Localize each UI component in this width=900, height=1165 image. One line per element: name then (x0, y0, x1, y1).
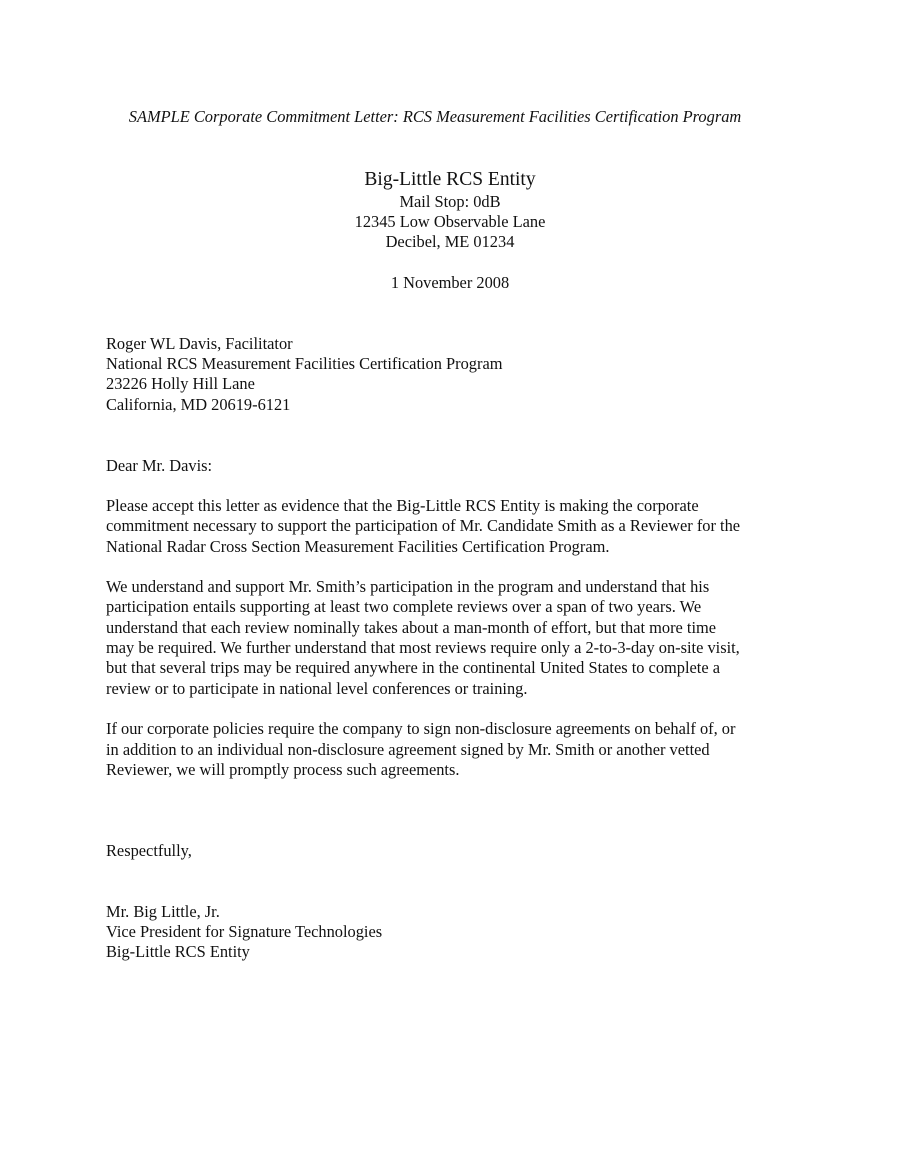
recipient-line: California, MD 20619-6121 (106, 395, 291, 414)
document-header-title: SAMPLE Corporate Commitment Letter: RCS Measurement Facilities Certification Program (128, 107, 742, 126)
sender-mail-stop: Mail Stop: 0dB (399, 192, 501, 211)
paragraph-line: Please accept this letter as evidence that the Big-Little RCS Entity is making the corporate (106, 496, 699, 515)
sender-street: 12345 Low Observable Lane (354, 212, 546, 231)
paragraph-line: National Radar Cross Section Measurement Facilities Certification Program. (106, 537, 610, 556)
signature-name: Mr. Big Little, Jr. (106, 902, 220, 921)
sender-name: Big-Little RCS Entity (364, 169, 536, 190)
salutation: Dear Mr. Davis: (106, 456, 213, 475)
paragraph-line: but that several trips may be required anywhere in the continental United States to complete a (106, 658, 720, 677)
sender-city-state-zip: Decibel, ME 01234 (385, 232, 515, 251)
paragraph-line: in addition to an individual non-disclosure agreement signed by Mr. Smith or another vetted (106, 740, 710, 759)
closing: Respectfully, (106, 841, 192, 860)
paragraph-line: Reviewer, we will promptly process such agreements. (106, 760, 460, 779)
paragraph-line: If our corporate policies require the company to sign non-disclosure agreements on behalf of, or (106, 719, 736, 738)
paragraph-line: may be required. We further understand that most reviews require only a 2-to-3-day on-site visit, (106, 638, 740, 657)
letter-date: 1 November 2008 (390, 273, 510, 292)
signature-company: Big-Little RCS Entity (106, 942, 250, 961)
signature-title: Vice President for Signature Technologies (106, 922, 383, 941)
recipient-line: 23226 Holly Hill Lane (106, 374, 255, 393)
recipient-line: National RCS Measurement Facilities Certification Program (106, 354, 503, 373)
paragraph-line: participation entails supporting at least two complete reviews over a span of two years. We (106, 597, 702, 616)
paragraph-line: review or to participate in national level conferences or training. (106, 679, 528, 698)
paragraph-line: understand that each review nominally takes about a man-month of effort, but that more time (106, 618, 717, 637)
paragraph-line: We understand and support Mr. Smith’s participation in the program and understand that his (106, 577, 710, 596)
recipient-line: Roger WL Davis, Facilitator (106, 334, 293, 353)
paragraph-line: commitment necessary to support the participation of Mr. Candidate Smith as a Reviewer for the (106, 516, 741, 535)
